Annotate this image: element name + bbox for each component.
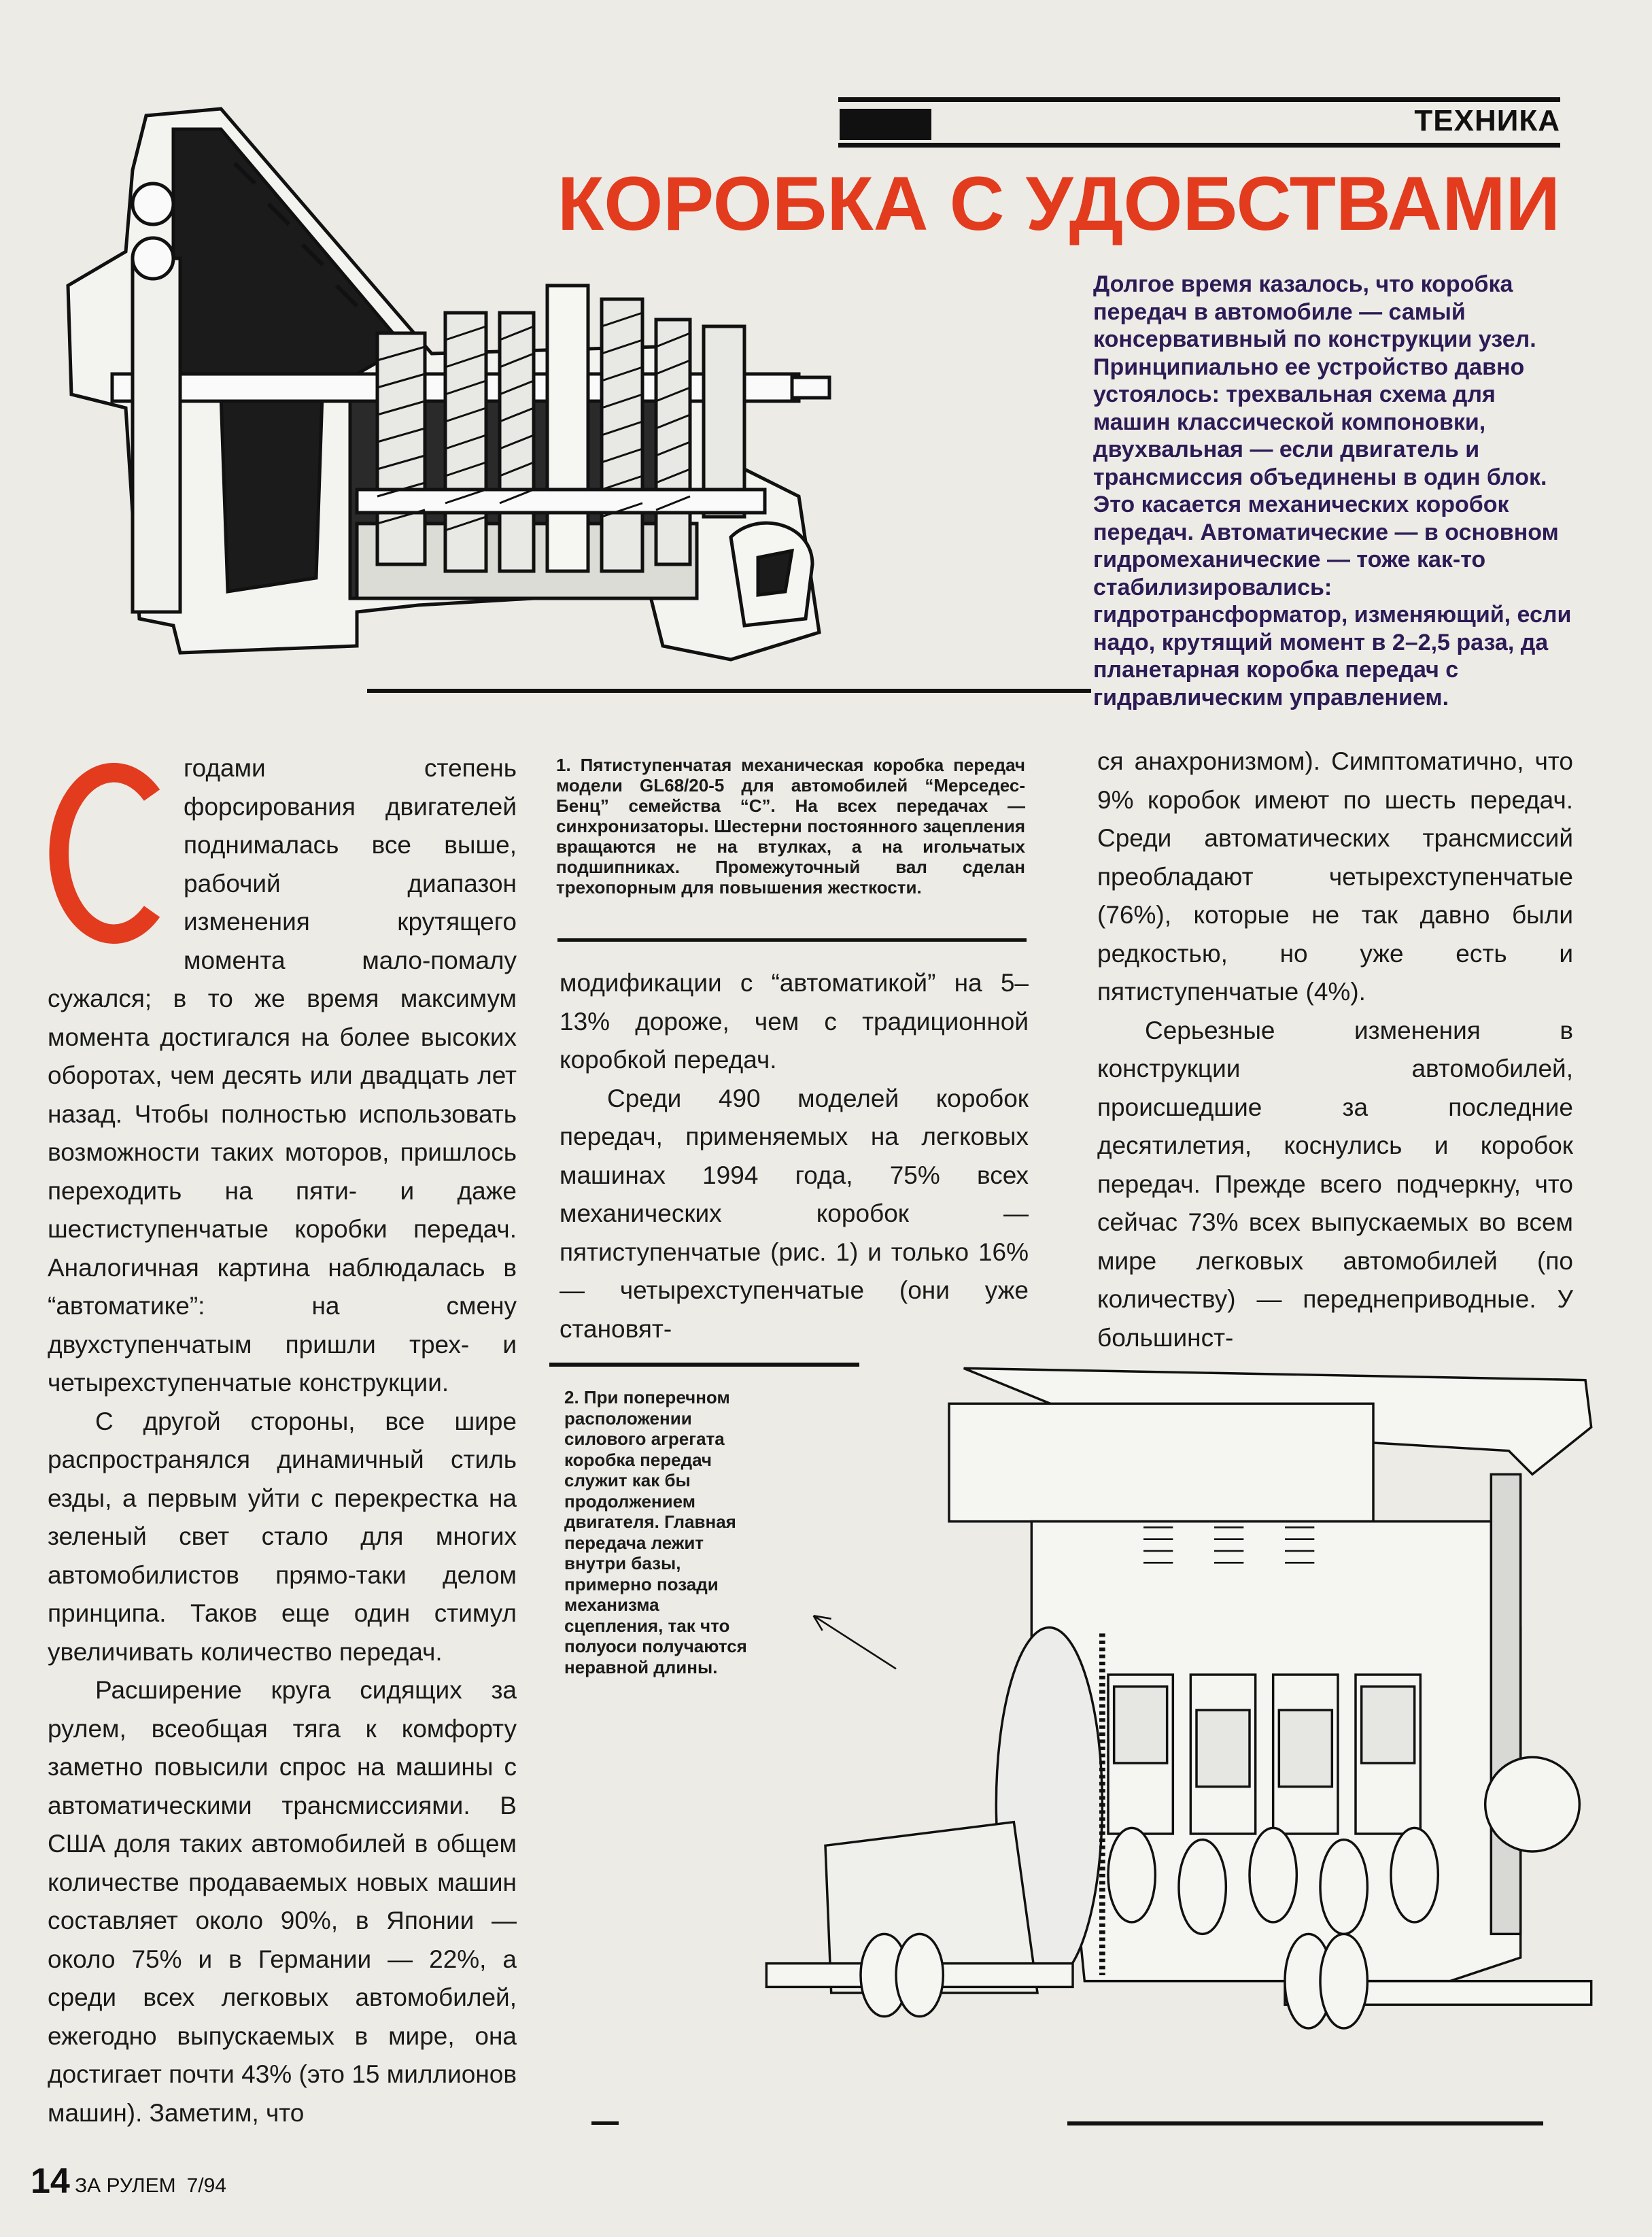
magazine-name: ЗА РУЛЕМ bbox=[75, 2174, 176, 2197]
lead-paragraph bbox=[1093, 271, 1572, 711]
rubric-bottom-rule bbox=[838, 143, 1560, 148]
paragraph: модификации с “автоматикой” на 5–13% дороже, чем с традиционной коробкой передач. bbox=[560, 969, 1029, 1074]
lead-text: Долгое время казалось, что коробка передач в автомобиле — самый консервативный по конструкции узел. Принципиально ее устройство давно устоялось: трехвальная схема для машин классической компоновки, двухвальная — если двигатель и трансмиссия объединены в один блок. Это касается механических коробок передач. Автоматические — в основном гидромеханические — тоже как-то стабилизировались: гидротрансформатор, изменяющий, если надо, крутящий момент в 2–2,5 раза, да планетарная коробка передач с гидравлическим управлением. bbox=[1093, 271, 1572, 711]
paragraph: Среди 490 моделей коробок передач, применяемых на легковых машинах 1994 года, 75% всех механических коробок — пятиступенчатые (рис. 1) и только 16% — четырехступенчатые (они уже становят- bbox=[560, 1084, 1029, 1343]
paragraph: ся анахронизмом). Симптоматично, что 9% коробок имеют по шесть передач. Среди автоматических трансмиссий преобладают четырехступенчатые (76%), которые не так давно были редкостью, но уже есть и пятиступенчатые (4%). bbox=[1097, 747, 1573, 1006]
paragraph: Расширение круга сидящих за рулем, всеобщая тяга к комфорту заметно повысили спрос на машины с автоматическими трансмиссиями. В США доля таких автомобилей в общем количестве продаваемых новых машин составляет около 90%, в Японии — около 75% и в Германии — 22%, а среди всех легковых автомобилей, ежегодно выпускаемых в мире, она достигает почти 43% (это 15 миллионов машин). Заметим, что bbox=[48, 1676, 517, 2127]
figure-1-caption: 1. Пятиступенчатая механическая коробка передач модели GL68/20-5 для автомобилей “Мерседес-Бенц” семейства “С”. На всех передачах — синхронизаторы. Шестерни постоянного зацепления вращаются не на втулках, а на игольчатых подшипниках. Промежуточный вал сделан трехопорным для повышения жесткости. bbox=[556, 755, 1025, 898]
page-number: 14 bbox=[31, 2162, 70, 2201]
dropcap-letter bbox=[42, 755, 171, 952]
rubric-top-rule bbox=[838, 97, 1560, 102]
article-column-3 bbox=[1097, 742, 1573, 1357]
figure-2-bottom-rule bbox=[1067, 2121, 1543, 2125]
article-column-2 bbox=[560, 964, 1029, 1348]
figure-1-rule bbox=[367, 689, 1091, 693]
paragraph: С другой стороны, все шире распространялся динамичный стиль езды, а первым уйти с перекрестка на зеленый свет стало для многих автомобилистов прямо-таки делом принципа. Таков еще один стимул увеличивать количество передач. bbox=[48, 1407, 517, 1666]
figure-2-caption: 2. При поперечном расположении силового агрегата коробка передач служит как бы продолжением двигателя. Главная передача лежит внутри базы, примерно позади механизма сцепления, так что полуоси получаются неравной длины. bbox=[564, 1387, 747, 1677]
paragraph: годами степень форсирования двигателей поднималась все выше, рабочий диапазон изменения крутящего момента мало-помалу сужался; в то же время максимум момента достигался на более высоких оборотах, чем десять или двадцать лет назад. Чтобы полностью использовать возможности таких моторов, пришлось переходить на пяти- и даже шестиступенчатые коробки передач. Аналогичная картина наблюдалась в “автоматике”: на смену двухступенчатым пришли трех- и четырехступенчатые конструкции. bbox=[48, 754, 517, 1397]
caption-1-rule bbox=[557, 938, 1027, 942]
rubric-black-block bbox=[840, 109, 931, 140]
gearbox-cutaway-illustration bbox=[51, 88, 833, 687]
magazine-footer bbox=[75, 2172, 237, 2200]
section-label: ТЕХНИКА bbox=[1414, 104, 1560, 137]
column-1-bottom-rule bbox=[591, 2121, 619, 2125]
article-title: КОРОБКА С УДОБСТВАМИ bbox=[557, 161, 1560, 246]
article-column-1 bbox=[48, 749, 517, 2132]
paragraph: Серьезные изменения в конструкции автомобилей, происшедшие за последние десятилетия, коснулись и коробок передач. Прежде всего подчеркну, что сейчас 73% всех выпускаемых во всем мире легковых автомобилей (по количеству) — переднеприводные. У большинст- bbox=[1097, 1016, 1573, 1352]
engine-transverse-cutaway-illustration bbox=[755, 1356, 1638, 2118]
issue-number: 7/94 bbox=[186, 2174, 226, 2197]
